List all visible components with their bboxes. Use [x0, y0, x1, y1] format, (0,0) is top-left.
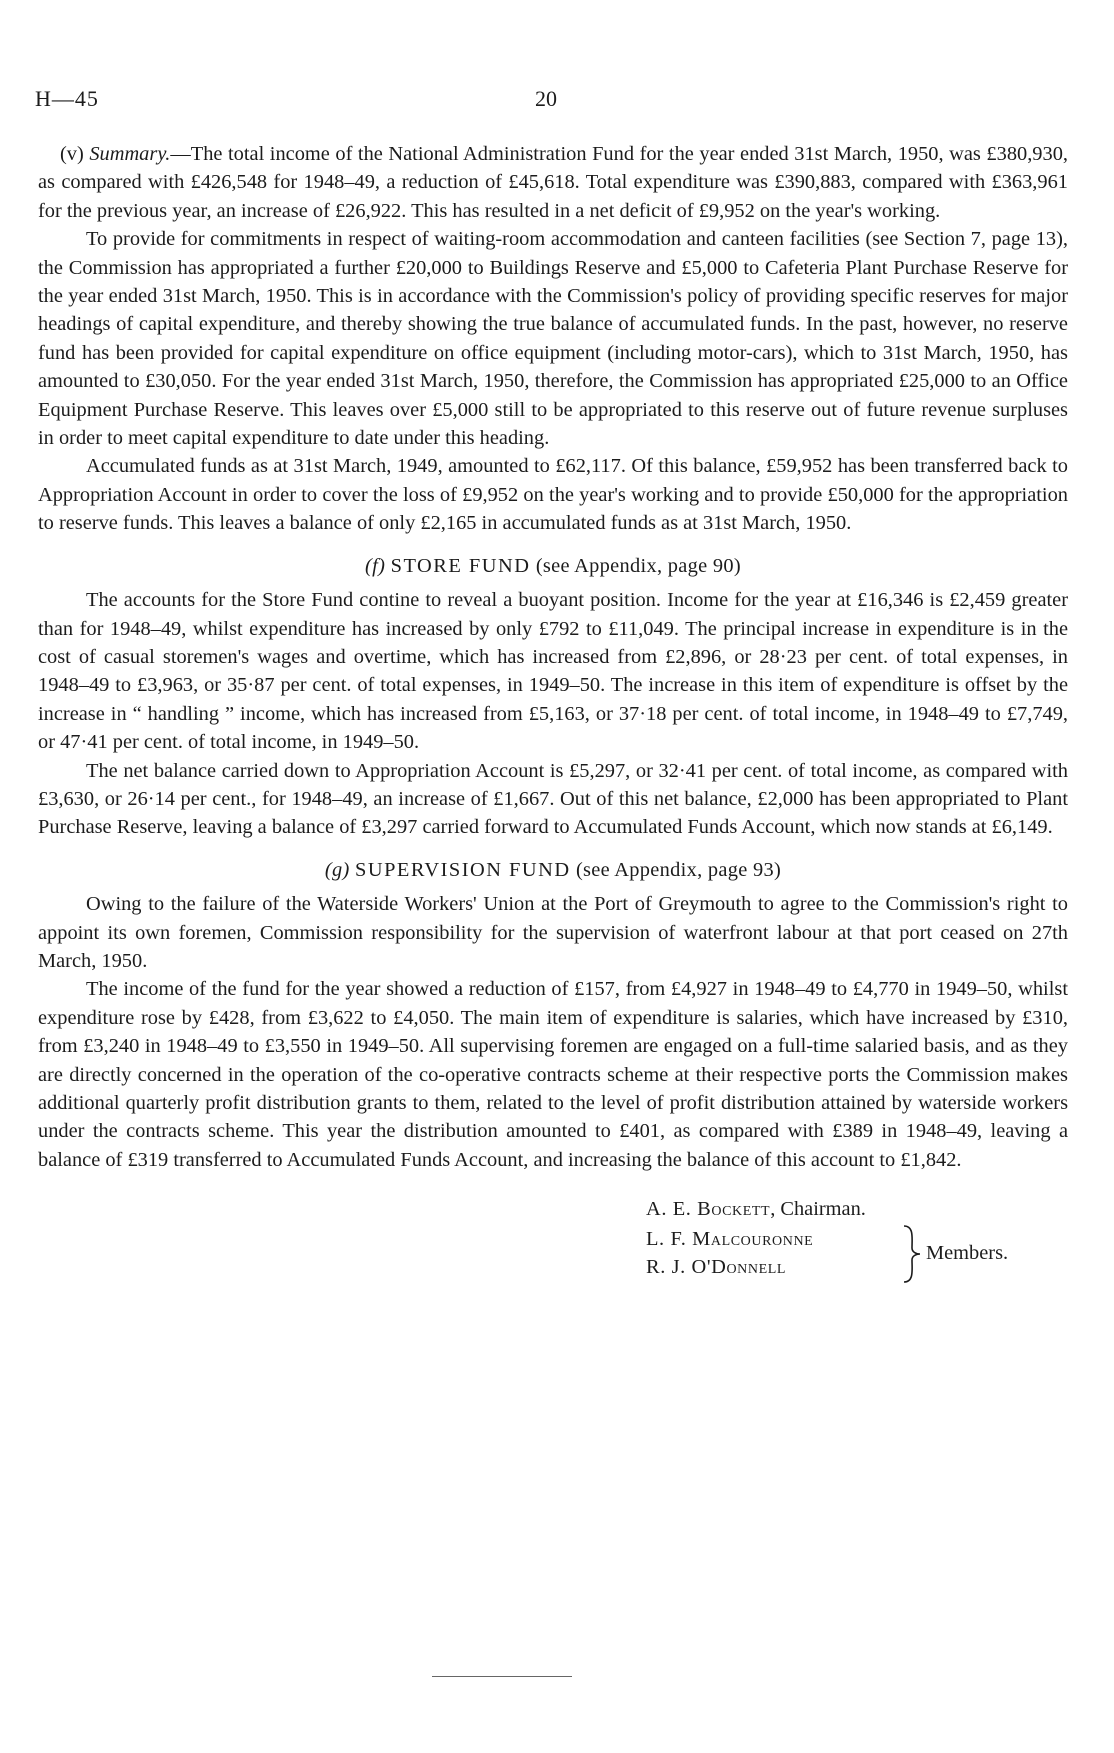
store-fund-paragraph-2: The net balance carried down to Appropriation Account is £5,297, or 32·41 per cent. of total income, as compared with £3,630, or 26·14 per cent., for 1948–49, an increase of £1,667. Out of this net balance, £2,000 has been appropriated to Plant Purchase Reserve, leaving a balance of £3,297 carried forward to Accumulated Funds Account, which now stands at £6,149. [38, 759, 1068, 839]
summary-title: Summary. [89, 143, 171, 165]
summary-label: (v) [60, 143, 90, 165]
signature-chairman [646, 1196, 866, 1222]
store-fund-paragraph-1: The accounts for the Store Fund contine to reveal a buoyant position. Income for the year at £16,346 is £2,459 greater than for 1948–49, whilst expenditure has increased by only £792 to £11,049. The principal increase in expenditure is in the cost of casual storemen's wages and overtime, which has increased from £2,896, or 28·23 per cent. of total expenses, in 1948–49 to £3,963, or 35·87 per cent. of total expenses, in 1949–50. The increase in this item of expenditure is offset by the increase in “ handling ” income, which has increased from £5,163, or 37·18 per cent. of total income, in 1948–49 to £7,749, or 47·41 per cent. of total income, in 1949–50. [38, 589, 1068, 754]
store-fund-letter: (f) [365, 554, 386, 577]
page-number: 20 [535, 86, 557, 111]
member-2-name: R. J. O'Donnell [646, 1256, 787, 1279]
document-body [38, 140, 1068, 1306]
supervision-fund-ref: (see Appendix, page 93) [575, 858, 782, 881]
supervision-fund-letter: (g) [324, 858, 350, 881]
signature-block [38, 1196, 1068, 1306]
store-fund-title: STORE FUND [390, 554, 531, 577]
signature-member-2 [646, 1254, 786, 1280]
closing-rule [432, 1676, 572, 1677]
signature-member-1 [646, 1226, 813, 1252]
supervision-fund-title: SUPERVISION FUND [355, 858, 571, 881]
member-1-name: L. F. Malcouronne [646, 1228, 814, 1251]
page-header [35, 78, 1065, 118]
supervision-fund-paragraph-1: Owing to the failure of the Waterside Workers' Union at the Port of Greymouth to agree to the Commission's right to appoint its own foremen, Commission responsibility for the supervision of waterfront labour at that port ceased on 27th March, 1950. [38, 893, 1068, 972]
supervision-fund-heading [38, 856, 1068, 884]
members-role: Members. [926, 1242, 1009, 1265]
report-reference: H—45 [35, 86, 99, 111]
store-fund-ref: (see Appendix, page 90) [535, 554, 741, 577]
chairman-name: A. E. Bockett [646, 1198, 771, 1221]
summary-paragraph-1 [38, 140, 1068, 225]
summary-paragraph-3: Accumulated funds as at 31st March, 1949, amounted to £62,117. Of this balance, £59,952 has been transferred back to Appropriation Account in order to cover the loss of £9,952 on the year's working and to provide £50,000 for the appropriation to reserve funds. This leaves a balance of only £2,165 in accumulated funds as at 31st March, 1950. [38, 455, 1068, 535]
store-fund-heading [38, 552, 1068, 580]
members-brace [900, 1224, 924, 1284]
chairman-role: , Chairman. [770, 1198, 866, 1221]
summary-text-1: —The total income of the National Administration Fund for the year ended 31st March, 1950, was £380,930, as compared with £426,548 for 1948–49, a reduction of £45,618. Total expenditure was £390,883, compared with £363,961 for the previous year, an increase of £26,922. This has resulted in a net deficit of £9,952 on the year's working. [38, 143, 1068, 222]
summary-paragraph-2: To provide for commitments in respect of waiting-room accommodation and canteen facilities (see Section 7, page 13), the Commission has appropriated a further £20,000 to Buildings Reserve and £5,000 to Cafeteria Plant Purchase Reserve for the year ended 31st March, 1950. This is in accordance with the Commission's policy of providing specific reserves for major headings of capital expenditure, and thereby showing the true balance of accumulated funds. In the past, however, no reserve fund has been provided for capital expenditure on office equipment (including motor-cars), which to 31st March, 1950, has amounted to £30,050. For the year ended 31st March, 1950, therefore, the Commission has appropriated £25,000 to an Office Equipment Purchase Reserve. This leaves over £5,000 still to be appropriated to this reserve out of future revenue surpluses in order to meet capital expenditure to date under this heading. [38, 228, 1068, 450]
supervision-fund-paragraph-2: The income of the fund for the year showed a reduction of £157, from £4,927 in 1948–49 to £4,770 in 1949–50, whilst expenditure rose by £428, from £3,622 to £4,050. The main item of expenditure is salaries, which have increased by £310, from £3,240 in 1948–49 to £3,550 in 1949–50. All supervising foremen are engaged on a full-time salaried basis, and as they are directly concerned in the operation of the co-operative contracts scheme at their respective ports the Commission makes additional quarterly profit distribution grants to them, related to the level of profit distribution attained by waterside workers under the contracts scheme. This year the distribution amounted to £401, as compared with £389 in 1948–49, leaving a balance of £319 transferred to Accumulated Funds Account, and increasing the balance of this account to £1,842. [38, 978, 1068, 1171]
